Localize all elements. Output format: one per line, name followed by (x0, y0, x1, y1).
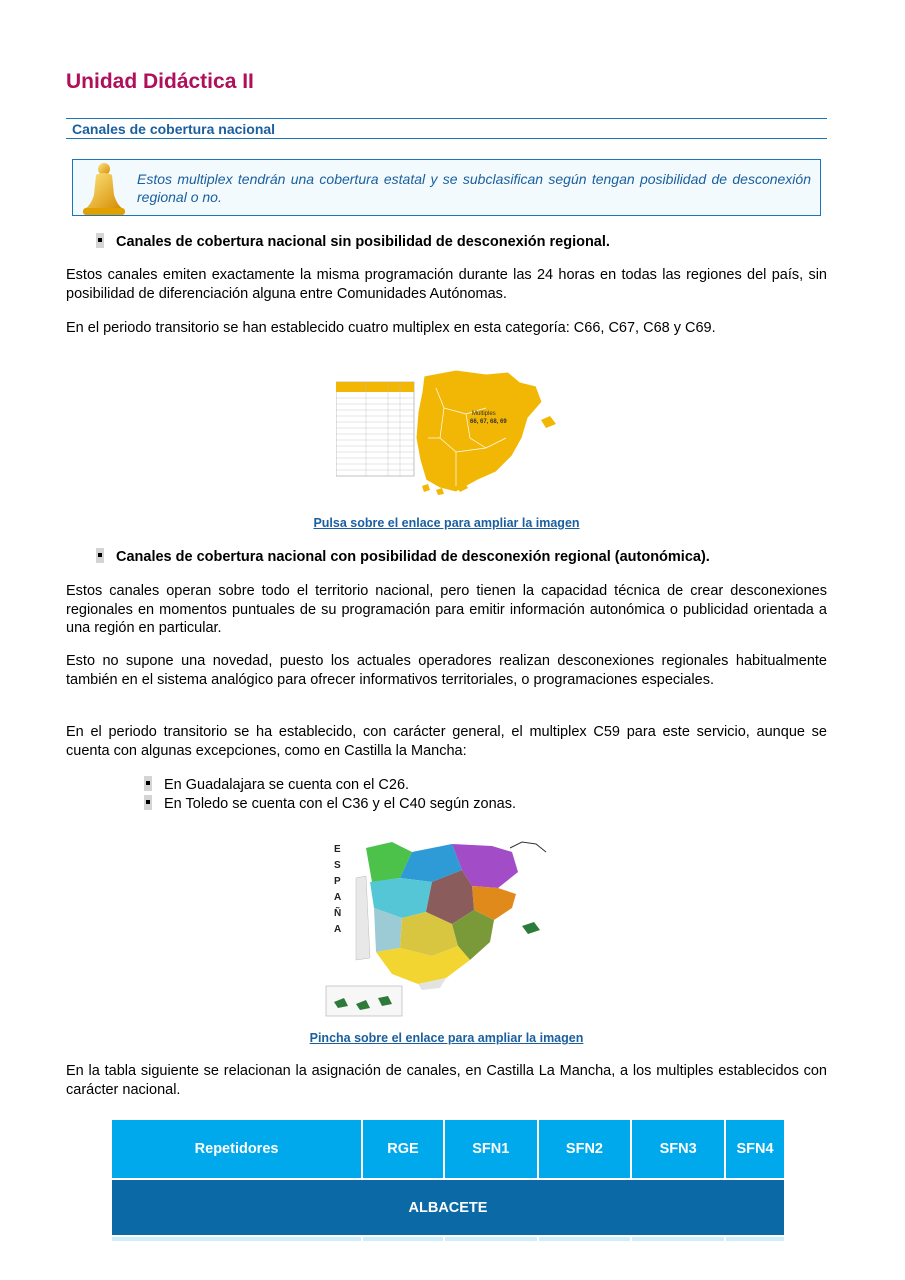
map-label: 66, 67, 68, 69 (470, 419, 507, 425)
table-row (111, 1236, 785, 1241)
balearic-shape (541, 416, 556, 428)
section-title: Canales de cobertura nacional (72, 121, 276, 137)
table-header-cell: Repetidores (111, 1119, 362, 1179)
map-table (336, 382, 414, 476)
bullet-heading-2 (96, 548, 710, 565)
paragraph: Estos canales emiten exactamente la misma programación durante las 24 horas en todas las regiones del país, sin posibilidad de diferenciación alguna entre Comunidades Autónomas. (66, 267, 827, 302)
spain-map-shape (416, 370, 542, 492)
map-vertical-letter: E (334, 844, 341, 855)
bell-icon (81, 161, 127, 217)
table-row (111, 1179, 785, 1236)
multiplex-map-image[interactable] (336, 368, 562, 500)
map-vertical-letter: A (334, 924, 342, 935)
map-vertical-letter: P (334, 876, 341, 887)
regional-map-image[interactable] (322, 838, 568, 1020)
exceptions-list (144, 776, 516, 813)
bullet-icon (96, 548, 104, 563)
map-table-header (336, 382, 414, 392)
region-row-cell: ALBACETE (111, 1179, 785, 1236)
list-item: En Guadalajara se cuenta con el C26. (144, 776, 516, 795)
image-link[interactable]: Pulsa sobre el enlace para ampliar la imagen (313, 516, 580, 530)
table-header-cell: RGE (362, 1119, 444, 1179)
bullet-icon (144, 795, 152, 810)
list-item: En Toledo se cuenta con el C36 y el C40 según zonas. (144, 795, 516, 814)
paragraph: En el periodo transitorio se han establecido cuatro multiplex en esta categoría: C66, C67, C68 y C69. (66, 320, 716, 336)
bullet-heading-1 (96, 233, 610, 250)
paragraph: Esto no supone una novedad, puesto los actuales operadores realizan desconexiones regionales habitualmente también en el sistema analógico para ofrecer informativos territoriales, o programaciones especiales. (66, 653, 827, 688)
info-note (72, 159, 821, 216)
bullet-heading-text: Canales de cobertura nacional sin posibilidad de desconexión regional. (116, 234, 610, 250)
table-header-cell: SFN4 (725, 1119, 785, 1179)
note-text: Estos multiplex tendrán una cobertura estatal y se subclasifican según tengan posibilidad de desconexión regional o no. (137, 171, 811, 205)
image-link[interactable]: Pincha sobre el enlace para ampliar la imagen (309, 1031, 584, 1045)
table-header-cell: SFN3 (631, 1119, 725, 1179)
table-header-cell: SFN2 (538, 1119, 632, 1179)
paragraph: Estos canales operan sobre todo el territorio nacional, pero tienen la capacidad técnica de crear desconexiones regionales en momentos puntuales de su programación para emitir información autonómica o publicidad orientada a una región en particular. (66, 583, 827, 636)
map-vertical-letter: Ñ (334, 908, 342, 919)
bullet-icon (96, 233, 104, 248)
page-title: Unidad Didáctica II (66, 70, 254, 93)
map-vertical-letter: A (334, 892, 342, 903)
bullet-icon (144, 776, 152, 791)
map-vertical-letter: S (334, 860, 341, 871)
paragraph: En el periodo transitorio se ha establecido, con carácter general, el multiplex C59 para este servicio, aunque se cuenta con algunas excepciones, como en Castilla la Mancha: (66, 724, 827, 759)
table-header-cell: SFN1 (444, 1119, 538, 1179)
map-label: Múltiples (472, 411, 496, 417)
table-header-row (111, 1119, 785, 1179)
bullet-heading-text: Canales de cobertura nacional con posibilidad de desconexión regional (autonómica). (116, 549, 710, 565)
paragraph: En la tabla siguiente se relacionan la asignación de canales, en Castilla La Mancha, a los multiples establecidos con carácter nacional. (66, 1063, 827, 1098)
section-header (66, 118, 827, 139)
channel-table (110, 1118, 786, 1241)
